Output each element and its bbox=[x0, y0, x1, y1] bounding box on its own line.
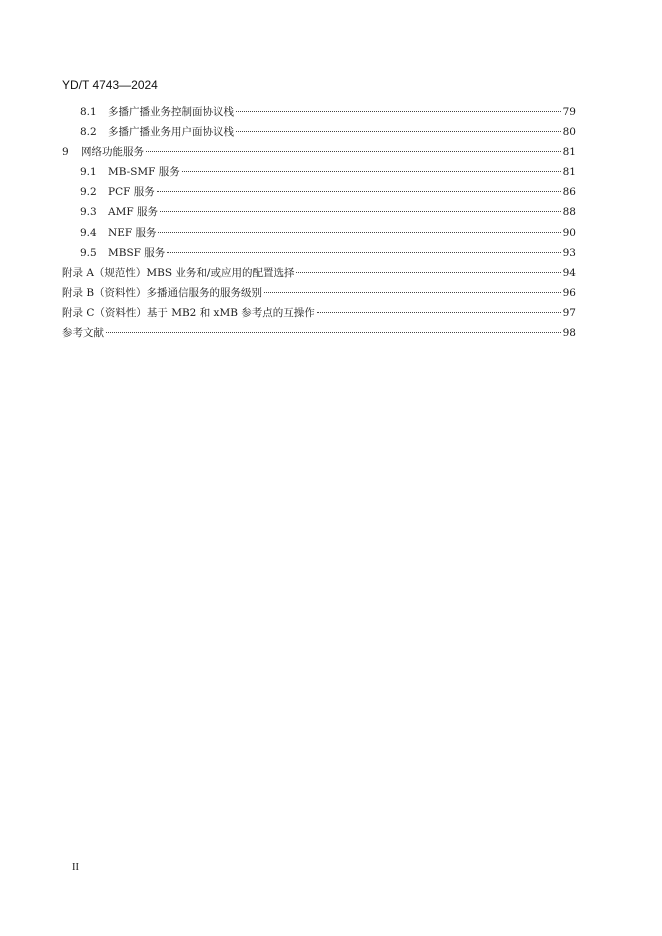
toc-entry[interactable] bbox=[62, 184, 576, 204]
toc-entry[interactable] bbox=[62, 164, 576, 184]
toc-entry-page: 81 bbox=[562, 146, 576, 159]
toc-entry[interactable] bbox=[62, 144, 576, 164]
toc-entry-page: 81 bbox=[562, 166, 576, 179]
toc-entry-title: 网络功能服务 bbox=[81, 146, 144, 159]
toc-entry[interactable] bbox=[62, 225, 576, 245]
toc-entry-page: 86 bbox=[562, 186, 576, 199]
dot-leader bbox=[106, 332, 561, 333]
toc-entry-number: 9 bbox=[62, 146, 69, 159]
toc-entry-number: 9.4 bbox=[80, 226, 97, 239]
toc-entry-page: 98 bbox=[562, 327, 576, 340]
toc-entry-title: 多播广播业务控制面协议栈 bbox=[108, 106, 234, 118]
dot-leader bbox=[157, 191, 561, 192]
toc-entry-page: 79 bbox=[562, 106, 576, 118]
toc-entry[interactable] bbox=[62, 245, 576, 265]
dot-leader bbox=[236, 111, 561, 112]
table-of-contents bbox=[62, 104, 576, 345]
dot-leader bbox=[167, 252, 560, 253]
toc-entry-page: 88 bbox=[562, 206, 576, 219]
toc-entry-title: AMF 服务 bbox=[108, 206, 158, 219]
document-id-header: YD/T 4743—2024 bbox=[62, 78, 158, 92]
toc-entry[interactable] bbox=[62, 204, 576, 224]
dot-leader bbox=[264, 292, 561, 293]
toc-entry-number: 8.2 bbox=[80, 126, 97, 139]
toc-entry-title: 参考文献 bbox=[62, 327, 104, 340]
toc-entry-page: 97 bbox=[562, 306, 576, 319]
toc-entry-title: MB-SMF 服务 bbox=[108, 166, 180, 179]
toc-entry-number: 8.1 bbox=[80, 106, 97, 118]
dot-leader bbox=[317, 312, 561, 313]
toc-entry-title: 多播广播业务用户面协议栈 bbox=[108, 126, 234, 139]
toc-entry-page: 93 bbox=[562, 246, 576, 259]
toc-entry-title: 附录 C（资料性）基于 MB2 和 xMB 参考点的互操作 bbox=[62, 306, 315, 319]
page-number: II bbox=[72, 862, 79, 873]
toc-entry-title: 附录 A（规范性）MBS 业务和/或应用的配置选择 bbox=[62, 266, 295, 279]
toc-entry[interactable] bbox=[62, 104, 576, 124]
dot-leader bbox=[296, 272, 560, 273]
toc-entry[interactable] bbox=[62, 305, 576, 325]
dot-leader bbox=[158, 232, 560, 233]
toc-entry-page: 80 bbox=[562, 126, 576, 139]
toc-entry-title: PCF 服务 bbox=[108, 186, 155, 199]
dot-leader bbox=[146, 151, 561, 152]
toc-entry-page: 94 bbox=[562, 266, 576, 279]
dot-leader bbox=[182, 171, 561, 172]
toc-entry-page: 90 bbox=[562, 226, 576, 239]
toc-entry-number: 9.1 bbox=[80, 166, 97, 179]
toc-entry-title: NEF 服务 bbox=[108, 226, 157, 239]
toc-entry[interactable] bbox=[62, 265, 576, 285]
toc-entry-title: MBSF 服务 bbox=[108, 246, 166, 259]
dot-leader bbox=[160, 211, 561, 212]
toc-entry-number: 9.3 bbox=[80, 206, 97, 219]
toc-entry-number: 9.5 bbox=[80, 246, 97, 259]
dot-leader bbox=[236, 131, 561, 132]
toc-entry-page: 96 bbox=[562, 286, 576, 299]
toc-entry[interactable] bbox=[62, 325, 576, 345]
toc-entry-number: 9.2 bbox=[80, 186, 97, 199]
toc-entry-title: 附录 B（资料性）多播通信服务的服务级别 bbox=[62, 286, 263, 299]
toc-entry[interactable] bbox=[62, 285, 576, 305]
toc-entry[interactable] bbox=[62, 124, 576, 144]
